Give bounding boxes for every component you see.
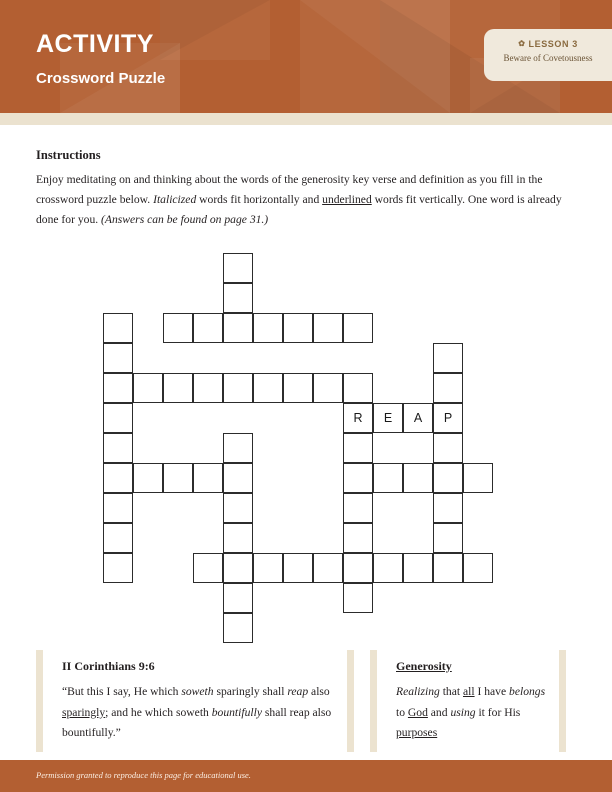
page-subtitle: Crossword Puzzle: [36, 70, 166, 87]
crossword-cell-letter: A: [413, 411, 423, 425]
crossword-cell[interactable]: [133, 463, 163, 493]
crossword-cell-filled[interactable]: [403, 403, 433, 433]
verse-accent-left: [36, 650, 43, 752]
crossword-cell[interactable]: [433, 523, 463, 553]
crossword-cell[interactable]: [373, 463, 403, 493]
crossword-cell[interactable]: [433, 553, 463, 583]
instructions-line-2a: the crossword puzzle below.: [36, 173, 543, 206]
definition-underline-purposes: purposes: [396, 726, 438, 740]
page-header: [0, 0, 612, 113]
crossword-cell[interactable]: [103, 403, 133, 433]
definition-part-2: I have: [474, 685, 510, 698]
verse-heading: II Corinthians 9:6: [62, 659, 155, 673]
crossword-cell-filled[interactable]: [373, 403, 403, 433]
definition-part-3: to: [396, 705, 408, 719]
header-accent-band: [0, 113, 612, 125]
crossword-cell[interactable]: [193, 313, 223, 343]
crossword-cell[interactable]: [283, 313, 313, 343]
crossword-cell[interactable]: [463, 463, 493, 493]
instructions-underlined-word: underlined: [322, 192, 372, 206]
crossword-cell[interactable]: [433, 463, 463, 493]
crossword-cell[interactable]: [103, 433, 133, 463]
verse-italic-bountifully: bountifully: [211, 705, 262, 719]
crossword-cell[interactable]: [193, 373, 223, 403]
crossword-cell[interactable]: [463, 553, 493, 583]
crossword-cell-letter: E: [383, 411, 393, 425]
crossword-cell-filled[interactable]: [433, 403, 463, 433]
instructions-line-1: Enjoy meditating on and thinking about the words of the generosity key verse and definition as you fill in: [36, 173, 526, 186]
instructions-answers-note: (Answers can be found on page 31.): [101, 212, 269, 226]
instructions-line-2b: words fit horizontally and: [196, 192, 323, 206]
verse-part-2: sparingly shall: [213, 685, 288, 698]
crossword-cell[interactable]: [223, 583, 253, 613]
definition-underline-god: God: [407, 705, 428, 719]
instructions-line-2c: words fit vertically. One word is: [371, 192, 525, 206]
leaf-icon: ✿: [518, 39, 526, 48]
crossword-cell[interactable]: [433, 373, 463, 403]
instructions-line-3a: already done for you.: [36, 192, 562, 226]
instructions-text: [36, 170, 566, 230]
crossword-cell[interactable]: [223, 313, 253, 343]
crossword-cell[interactable]: [193, 553, 223, 583]
definition-italic-belongs: belongs: [509, 685, 546, 698]
verse-part-1: “But this I say, He which: [62, 685, 182, 698]
page-footer: [0, 760, 612, 792]
crossword-cell[interactable]: [103, 343, 133, 373]
crossword-cell[interactable]: [223, 553, 253, 583]
verse-italic-reap: reap: [287, 685, 309, 698]
definition-accent-left: [370, 650, 377, 752]
definition-part-5: it for His: [475, 705, 521, 719]
crossword-cell[interactable]: [283, 373, 313, 403]
verse-text: [62, 682, 332, 744]
crossword-cell[interactable]: [223, 283, 253, 313]
definition-part-4: and: [427, 705, 451, 719]
crossword-cell[interactable]: [133, 373, 163, 403]
crossword-cell[interactable]: [103, 373, 133, 403]
crossword-cell[interactable]: [223, 493, 253, 523]
crossword-cell[interactable]: [313, 553, 343, 583]
crossword-cell[interactable]: [223, 523, 253, 553]
crossword-cell[interactable]: [343, 463, 373, 493]
footer-permission-text: Permission granted to reproduce this page for educational use.: [36, 770, 251, 780]
verse-part-3: also: [308, 685, 330, 698]
crossword-cell-letter: P: [443, 411, 453, 425]
crossword-cell[interactable]: [373, 553, 403, 583]
definition-accent-right: [559, 650, 566, 752]
verse-italic-soweth: soweth: [181, 685, 214, 698]
crossword-cell[interactable]: [223, 433, 253, 463]
definition-heading: Generosity: [396, 659, 452, 673]
crossword-cell[interactable]: [103, 463, 133, 493]
crossword-cell[interactable]: [223, 373, 253, 403]
crossword-cell[interactable]: [403, 553, 433, 583]
lesson-label-row: [484, 39, 612, 49]
crossword-cell[interactable]: [343, 433, 373, 463]
crossword-cell[interactable]: [103, 553, 133, 583]
instructions-italicized-word: Italicized: [153, 192, 197, 206]
crossword-cell[interactable]: [343, 553, 373, 583]
crossword-cell[interactable]: [253, 313, 283, 343]
crossword-cell[interactable]: [163, 373, 193, 403]
definition-text: [396, 682, 548, 744]
definition-part-1: that: [439, 685, 463, 698]
page-title: ACTIVITY: [36, 30, 154, 58]
crossword-cell[interactable]: [343, 313, 373, 343]
definition-italic-using: using: [450, 705, 476, 719]
instructions-heading: Instructions: [36, 148, 101, 162]
crossword-cell[interactable]: [223, 463, 253, 493]
lesson-label: LESSON 3: [528, 39, 578, 49]
crossword-cell[interactable]: [343, 373, 373, 403]
definition-underline-all: all: [462, 685, 475, 698]
crossword-cell-letter: R: [353, 411, 363, 425]
crossword-cell[interactable]: [163, 463, 193, 493]
crossword-cell[interactable]: [343, 523, 373, 553]
crossword-cell[interactable]: [103, 523, 133, 553]
crossword-cell[interactable]: [193, 463, 223, 493]
crossword-cell[interactable]: [343, 583, 373, 613]
crossword-cell[interactable]: [253, 553, 283, 583]
verse-part-4: ; and he which soweth: [105, 705, 212, 719]
crossword-cell[interactable]: [283, 553, 313, 583]
crossword-cell[interactable]: [313, 373, 343, 403]
crossword-cell-filled[interactable]: [343, 403, 373, 433]
crossword-cell[interactable]: [313, 313, 343, 343]
crossword-cell[interactable]: [433, 493, 463, 523]
crossword-cell[interactable]: [223, 613, 253, 643]
lesson-badge: [484, 29, 612, 81]
crossword-cell[interactable]: [343, 493, 373, 523]
crossword-cell[interactable]: [223, 253, 253, 283]
crossword-grid[interactable]: [0, 248, 612, 618]
crossword-cell[interactable]: [403, 463, 433, 493]
lesson-subtitle: Beware of Covetousness: [503, 53, 593, 63]
verse-accent-right: [347, 650, 354, 752]
crossword-cell[interactable]: [103, 493, 133, 523]
verse-underline-sparingly: sparingly: [62, 705, 106, 719]
crossword-cell[interactable]: [103, 313, 133, 343]
header-facet-4: [160, 0, 270, 60]
crossword-cell[interactable]: [163, 313, 193, 343]
verse-part-5: shall reap also bountifully.”: [62, 705, 332, 740]
crossword-cell[interactable]: [253, 373, 283, 403]
crossword-cell[interactable]: [433, 433, 463, 463]
definition-italic-realizing: Realizing: [396, 685, 440, 698]
crossword-cell[interactable]: [433, 343, 463, 373]
